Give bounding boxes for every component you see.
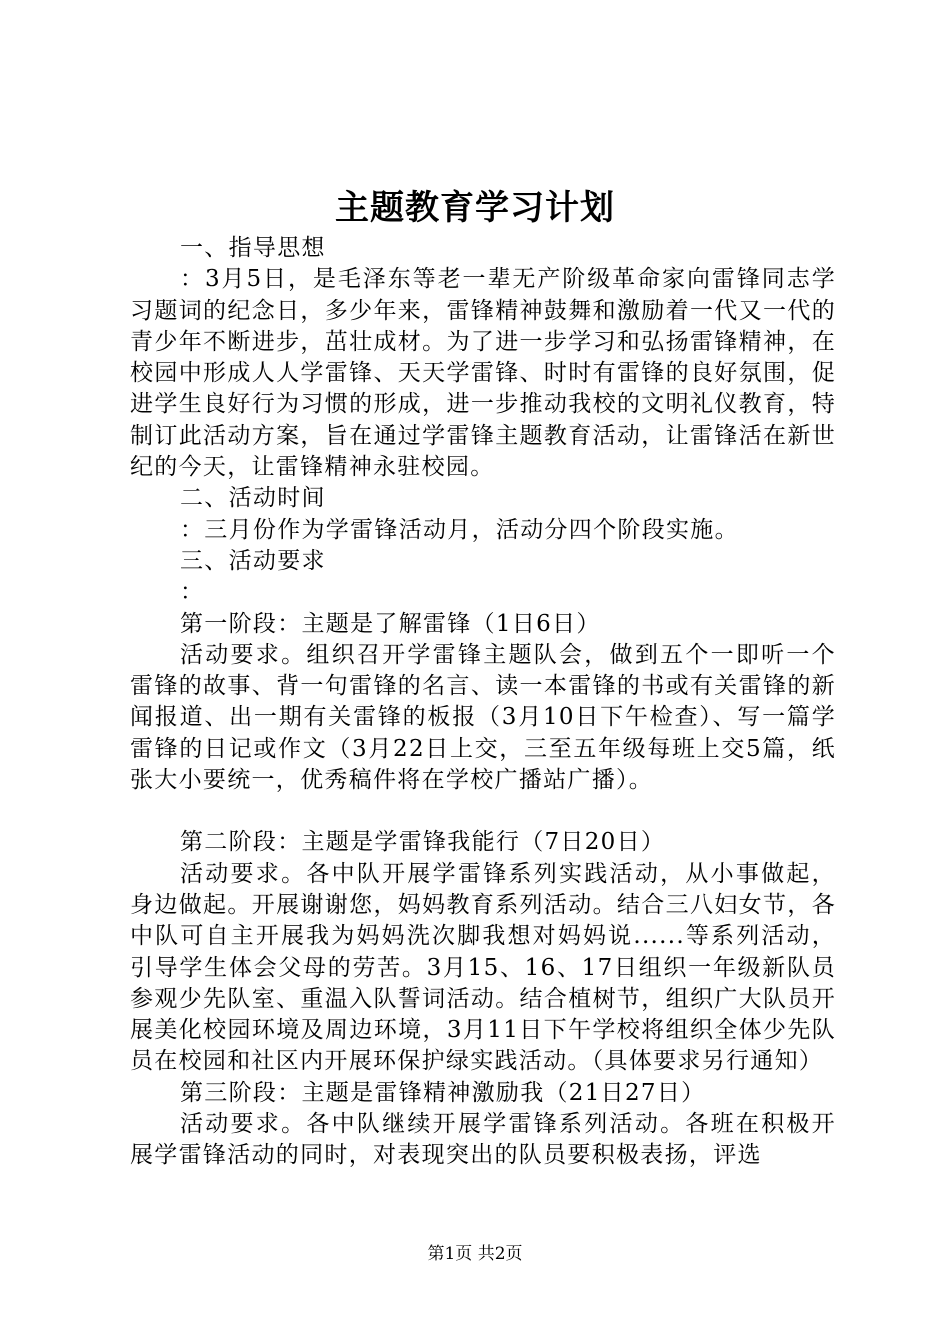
- document-title: 主题教育学习计划: [335, 188, 615, 228]
- heading-guiding-ideology: 一、指导思想: [180, 235, 326, 261]
- document-body: [130, 233, 836, 1172]
- stage-one-paragraph: 活动要求。组织召开学雷锋主题队会，做到五个一即听一个雷锋的故事、背一句雷锋的名言、读一本雷锋的书或有关雷锋的新闻报道、出一期有关雷锋的板报（3月10日下午检查）、写一篇学雷锋的日记或作文（3月22日上交，三至五年级每班上交5篇，纸张大小要统一，优秀稿件将在学校广播站广播）。: [130, 641, 836, 794]
- stage-three-paragraph: 活动要求。各中队继续开展学雷锋系列活动。各班在积极开展学雷锋活动的同时，对表现突出的队员要积极表扬，评选: [130, 1111, 836, 1169]
- stage-two-heading: 第二阶段：主题是学雷锋我能行（7日20日）: [180, 829, 666, 856]
- stage-two-paragraph: 活动要求。各中队开展学雷锋系列实践活动，从小事做起，身边做起。开展谢谢您，妈妈教育系列活动。结合三八妇女节，各中队可自主开展我为妈妈洗次脚我想对妈妈说......等系列活动，引导学生体会父母的劳苦。3月15、16、17日组织一年级新队员参观少先队室、重温入队誓词活动。结合植树节，组织广大队员开展美化校园环境及周边环境，3月11日下午学校将组织全体少先队员在校园和社区内开展环保护绿实践活动。（具体要求另行通知）: [130, 860, 836, 1075]
- paragraph-activity-requirements: ：: [180, 579, 205, 606]
- heading-activity-requirements: 三、活动要求: [180, 547, 326, 574]
- paragraph-activity-time: ：三月份作为学雷锋活动月，活动分四个阶段实施。: [180, 516, 739, 543]
- stage-three-heading: 第三阶段：主题是雷锋精神激励我（21日27日）: [180, 1079, 706, 1106]
- paragraph-guiding-ideology: ：3月5日，是毛泽东等老一辈无产阶级革命家向雷锋同志学习题词的纪念日，多少年来，雷锋精神鼓舞和激励着一代又一代的青少年不断进步，茁壮成材。为了进一步学习和弘扬雷锋精神，在校园中形成人人学雷锋、天天学雷锋、时时有雷锋的良好氛围，促进学生良好行为习惯的形成，进一步推动我校的文明礼仪教育，特制订此活动方案，旨在通过学雷锋主题教育活动，让雷锋活在新世纪的今天，让雷锋精神永驻校园。: [130, 266, 836, 481]
- page-number: 第1页 共2页: [427, 1244, 523, 1264]
- heading-activity-time: 二、活动时间: [180, 485, 326, 512]
- stage-one-heading: 第一阶段：主题是了解雷锋（1日6日）: [180, 610, 601, 637]
